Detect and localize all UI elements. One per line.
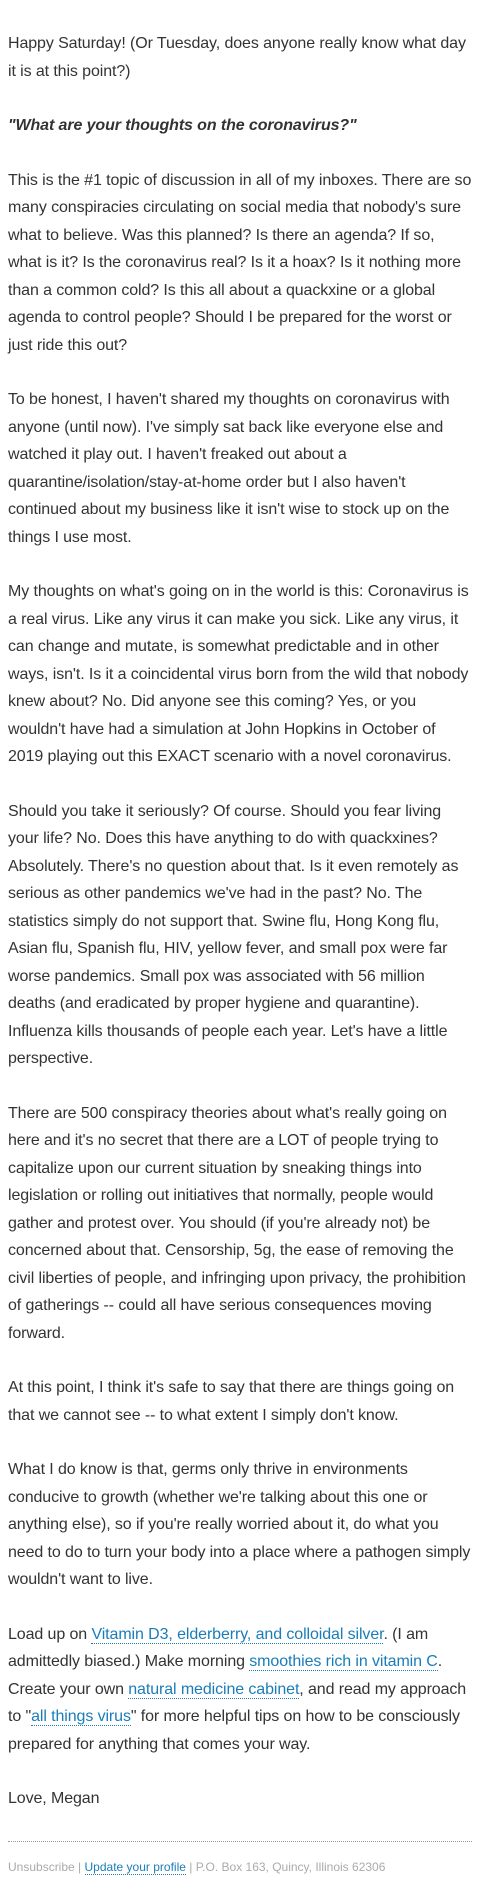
unsubscribe-link[interactable]: Unsubscribe <box>8 1859 75 1874</box>
closing-text-3: . Create your own <box>8 1653 443 1698</box>
paragraph-inbox-topic: This is the #1 topic of discussion in all of my inboxes. There are so many conspiracies circulating on social media that nobody's sure what to believe. Was this planned? Is there an agenda? If so, what is it? Is the coronavirus real? Is it a hoax? Is it nothing more than a common cold? Is this all about a quackxine or a global agenda to control people? Should I be prepared for the worst or just ride this out? <box>8 171 472 354</box>
link-smoothies[interactable]: smoothies rich in vitamin C <box>249 1653 438 1670</box>
email-footer <box>0 1842 480 1896</box>
closing-text-4: , and read my approach to " <box>8 1680 467 1725</box>
paragraph-recommendations <box>8 1621 472 1759</box>
footer-separator-2: | <box>189 1859 193 1874</box>
closing-text-5: " for more helpful tips on how to be consciously prepared for anything that comes your way. <box>8 1708 460 1753</box>
closing-text-2: . (I am admittedly biased.) Make morning <box>8 1625 429 1670</box>
paragraph-honest-thoughts: To be honest, I haven't shared my thoughts on coronavirus with anyone (until now). I've simply sat back like everyone else and watched it play out. I haven't freaked out about a quarantine/isolation/stay-at-home order but I also haven't continued about my business like it isn't wise to stock up on the things I use most. <box>8 391 450 546</box>
paragraph-germs-thrive: What I do know is that, germs only thrive in environments conducive to growth (whether we're talking about this one or anything else), so if you're really worried about it, do what you need to do to turn your body into a place where a pathogen simply wouldn't want to live. <box>8 1461 471 1588</box>
paragraph-conspiracy-theories: There are 500 conspiracy theories about what's really going on here and it's no secret that there are a LOT of people trying to capitalize upon our current situation by sneaking things into legislation or rolling out initiatives that normally, people would gather and protest over. You should (if you're already not) be concerned about that. Censorship, 5g, the ease of removing the civil liberties of people, and infringing upon privacy, the prohibition of gatherings -- could all have serious consequences moving forward. <box>8 1104 466 1342</box>
greeting: Happy Saturday! (Or Tuesday, does anyone really know what day it is at this point?) <box>8 35 466 80</box>
mailing-address: P.O. Box 163, Quincy, Illinois 62306 <box>195 1859 386 1874</box>
link-vitamin-d3[interactable]: Vitamin D3, elderberry, and colloidal silver <box>91 1625 384 1643</box>
signoff: Love, Megan <box>8 1790 100 1807</box>
closing-text-1: Load up on <box>8 1625 92 1643</box>
paragraph-take-seriously: Should you take it seriously? Of course. Should you fear living your life? No. Does this have anything to do with quackxines? Absolutely. There's no question about that. Is it even remotely as serious as other pandemics we've had in the past? No. The statistics simply do not support that. Swine flu, Hong Kong flu, Asian flu, Spanish flu, HIV, yellow fever, and small pox were far worse pandemics. Small pox was associated with 56 million deaths (and eradicated by proper hygiene and quarantine). Influenza kills thousands of people each year. Let's have a little perspective. <box>8 802 459 1067</box>
footer-separator-1: | <box>78 1859 82 1874</box>
reader-question: "What are your thoughts on the coronavirus?" <box>8 117 357 134</box>
paragraph-things-going-on: At this point, I think it's safe to say that there are things going on that we cannot see -- to what extent I simply don't know. <box>8 1379 455 1424</box>
link-all-things-virus[interactable]: all things virus <box>31 1708 131 1725</box>
update-profile-link[interactable]: Update your profile <box>84 1859 186 1874</box>
paragraph-real-virus: My thoughts on what's going on in the world is this: Coronavirus is a real virus. Like any virus it can make you sick. Like any virus, it can change and mutate, is somewhat predictable and in other ways, isn't. Is it a coincidental virus born from the wild that nobody knew about? No. Did anyone see this coming? Yes, or you wouldn't have had a simulation at John Hopkins in October of 2019 playing out this EXACT scenario with a novel coronavirus. <box>8 583 469 765</box>
link-medicine-cabinet[interactable]: natural medicine cabinet <box>128 1680 300 1698</box>
